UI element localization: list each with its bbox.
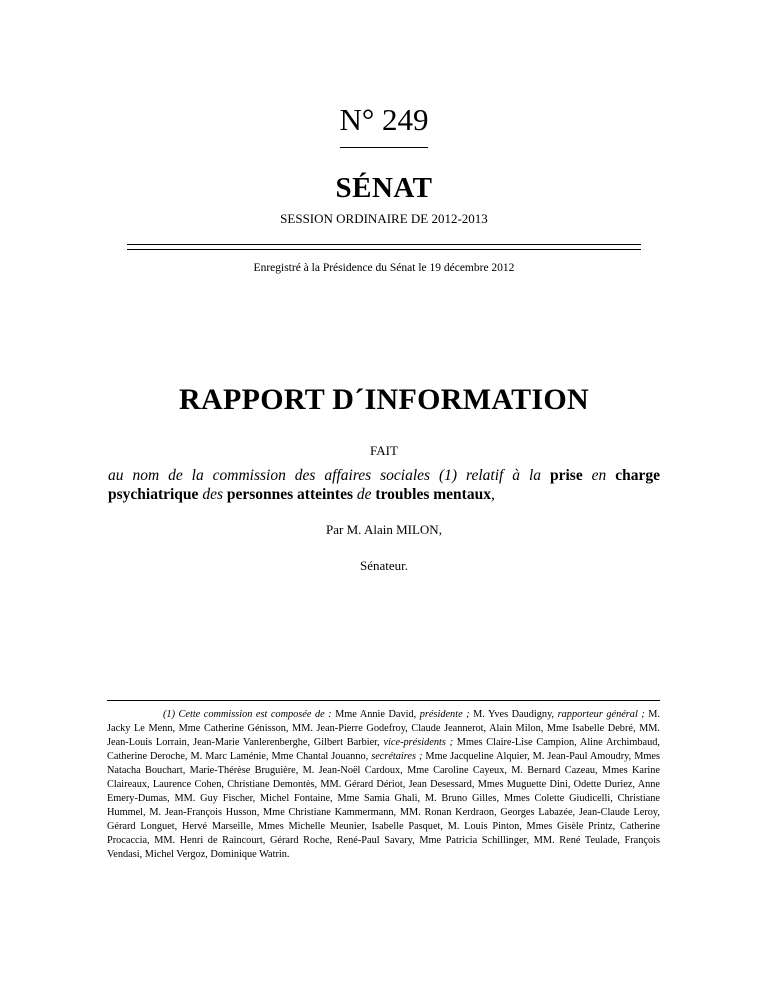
- subject-word-personnes: personnes atteintes: [226, 486, 354, 503]
- subject-intro: au nom de la commission des affaires sociales (1) relatif à la: [108, 467, 550, 484]
- number-underline: [340, 147, 428, 148]
- registration-date: Enregistré à la Présidence du Sénat le 19 décembre 2012: [253, 262, 515, 274]
- report-title: RAPPORT D´INFORMATION: [179, 383, 589, 416]
- footnote-rule: [107, 700, 660, 701]
- subject-word-des: des: [198, 486, 227, 503]
- session-label: SESSION ORDINAIRE DE 2012-2013: [280, 211, 488, 226]
- footnote-role: vice-présidents ;: [383, 737, 454, 748]
- footnote-role: présidente ;: [419, 709, 470, 720]
- author-line: Par M. Alain MILON,: [326, 522, 442, 537]
- document-number: N° 249: [339, 102, 429, 137]
- header-rule-bottom: [127, 249, 641, 250]
- subject-word-en: en: [582, 467, 616, 484]
- institution-title: SÉNAT: [335, 172, 433, 204]
- footnote-text: M. Yves Daudigny,: [469, 709, 558, 720]
- subject-comma: ,: [490, 486, 495, 503]
- footnote-text: Mme Jacqueline Alquier, M. Jean-Paul Amoudry, Mmes Natacha Bouchart, Marie-Thérèse Bruguière, M. Jean-Noël Cardoux, Mme Caroline Cayeux, M. Bernard Cazeau, Mmes Karine Claireaux, Laurence Cohen, Christiane Demontès, MM. Gérard Dériot, Jean Desessard, Mmes Muguette Dini, Odette Duriez, Anne Emery-Dumas, MM. Guy Fischer, Michel Fontaine, Mme Samia Ghali, M. Bruno Gilles, Mmes Colette Giudicelli, Christiane Hummel, M. Jean-François Husson, Mme Christiane Kammermann, MM. Ronan Kerdraon, Georges Labazée, Jean-Claude Leroy, Gérard Longuet, Hervé Marseille, Mmes Michelle Meunier, Isabelle Pasquet, M. Louis Pinton, Mmes Gisèle Printz, Catherine Procaccia, MM. Henri de Raincourt, Gérard Roche, René-Paul Savary, Mme Patricia Schillinger, MM. René Teulade, François Vendasi, Michel Vergoz, Dominique Watrin.: [107, 751, 660, 860]
- header-rule-top: [127, 244, 641, 245]
- footnote-text: M. Jacky Le Menn, Mme Catherine Génisson, MM. Jean-Pierre Godefroy, Claude Jeannerot, Alain Milon, Mme Isabelle Debré, MM. Jean-Louis Lorrain, Jean-Marie Vanlerenberghe, Gilbert Barbier,: [107, 709, 660, 748]
- footnote-role: secrétaires ;: [371, 751, 423, 762]
- footnote: [107, 708, 660, 862]
- subject-word-charge: charge psychiatrique: [108, 467, 660, 503]
- subject-word-troubles: troubles mentaux: [375, 486, 491, 503]
- footnote-text: Mme Annie David,: [335, 709, 420, 720]
- footnote-role: rapporteur général ;: [557, 709, 645, 720]
- footnote-intro: (1) Cette commission est composée de :: [163, 709, 336, 720]
- subject-word-de: de: [353, 486, 376, 503]
- footnote-text: Mmes Claire-Lise Campion, Aline Archimbaud, Catherine Deroche, M. Marc Laménie, Mme Chantal Jouanno,: [107, 737, 660, 762]
- report-subject: [108, 466, 660, 504]
- fait-label: FAIT: [370, 443, 398, 458]
- subject-word-prise: prise: [549, 467, 583, 484]
- author-rank: Sénateur.: [359, 558, 408, 573]
